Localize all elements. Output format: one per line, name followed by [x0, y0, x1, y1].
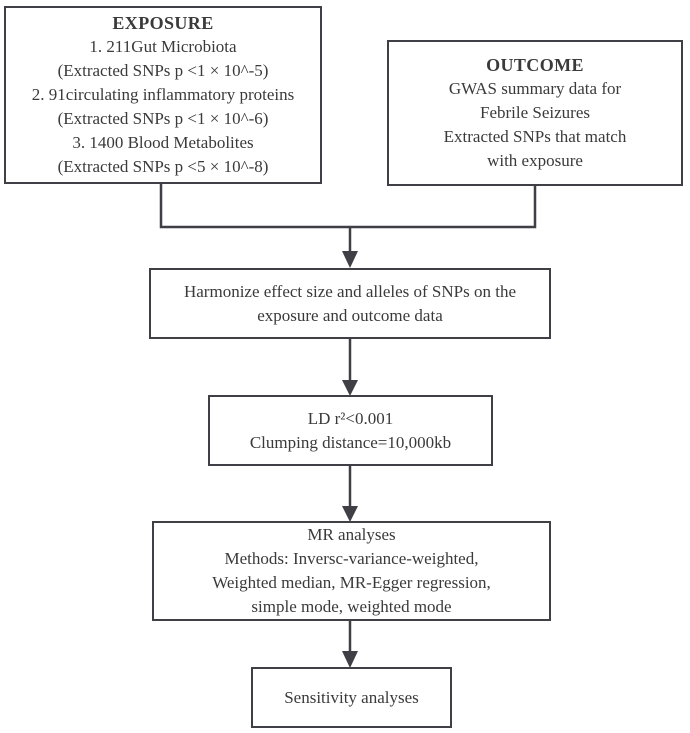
outcome-title: OUTCOME [486, 55, 584, 75]
arrowhead-to-harmonize [342, 251, 358, 268]
exposure-line-3: 2. 91circulating inflammatory proteins [31, 85, 295, 104]
mr-line-2: Methods: Inversc-variance-weighted, [224, 549, 479, 568]
mr-line-4: simple mode, weighted mode [251, 597, 452, 616]
exposure-line-2: (Extracted SNPs p <1 × 10^-5) [57, 61, 269, 80]
arrowhead-to-mr [342, 506, 358, 522]
exposure-line-4: (Extracted SNPs p <1 × 10^-6) [57, 109, 269, 128]
outcome-line-1: GWAS summary data for [448, 79, 622, 98]
outcome-line-2: Febrile Seizures [480, 103, 590, 122]
exposure-line-6: (Extracted SNPs p <5 × 10^-8) [57, 157, 269, 176]
harmonize-line-1: Harmonize effect size and alleles of SNPs on the [183, 281, 517, 301]
sensitivity-label: Sensitivity analyses [284, 687, 419, 707]
clumping-distance-line: Clumping distance=10,000kb [249, 432, 452, 452]
exposure-line-1: 1. 211Gut Microbiota [89, 37, 237, 56]
exposure-line-5: 3. 1400 Blood Metabolites [72, 133, 254, 152]
exposure-title: EXPOSURE [112, 13, 214, 33]
sensitivity-box [251, 667, 452, 728]
mr-line-1: MR analyses [307, 525, 396, 544]
exposure-box [4, 6, 322, 184]
harmonize-line-2: exposure and outcome data [257, 305, 443, 325]
harmonize-box [149, 268, 551, 339]
ld-clumping-box [208, 395, 493, 466]
outcome-line-3: Extracted SNPs that match [443, 127, 627, 146]
mr-analyses-box [152, 521, 551, 621]
merge-connector-line [161, 183, 535, 227]
arrowhead-to-clumping [342, 380, 358, 396]
ld-threshold-line: LD r²<0.001 [307, 408, 394, 428]
mr-line-3: Weighted median, MR-Egger regression, [212, 573, 491, 592]
outcome-line-4: with exposure [487, 151, 583, 170]
arrowhead-to-sensitivity [342, 651, 358, 668]
outcome-box [387, 40, 683, 186]
